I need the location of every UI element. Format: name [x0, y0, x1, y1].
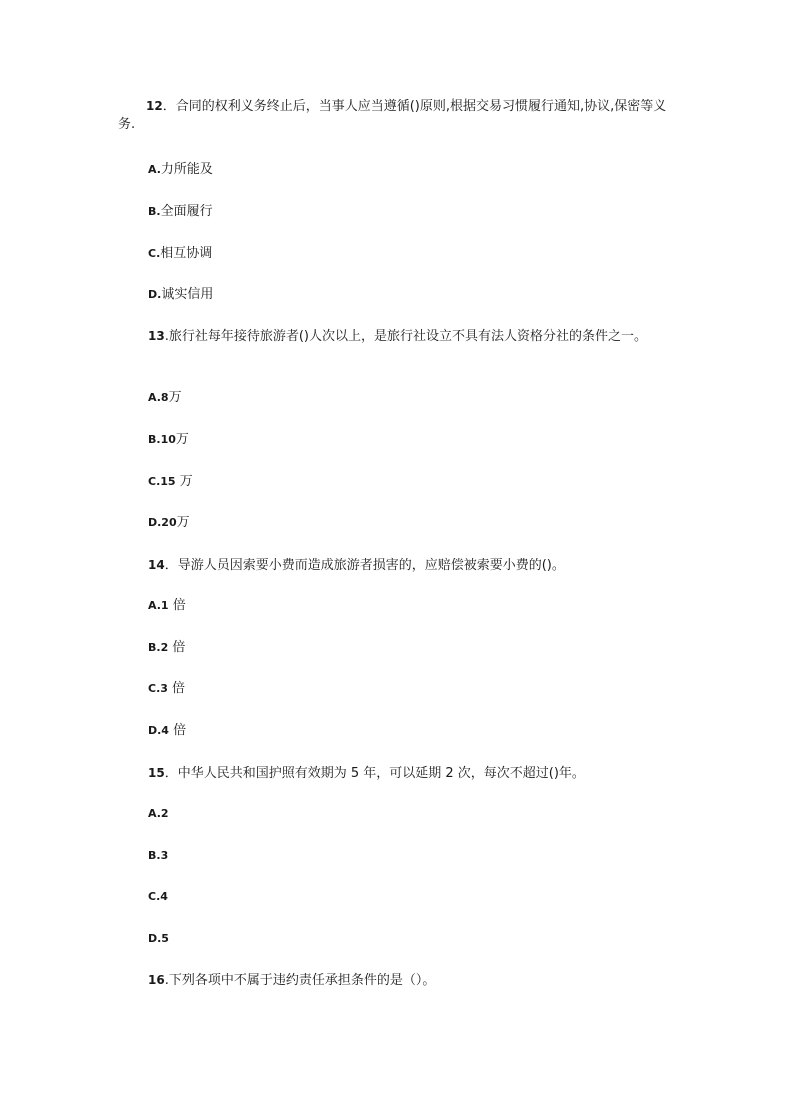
option-a: A.1 倍 [148, 598, 186, 613]
option-a: A.力所能及 [148, 162, 213, 177]
option-c: C.相互协调 [148, 246, 213, 261]
question-text: 旅行社每年接待旅游者()人次以上，是旅行社设立不具有法人资格分社的条件之一。 [168, 329, 647, 344]
question-text: 中华人民共和国护照有效期为 5 年，可以延期 2 次，每次不超过()年。 [177, 766, 585, 781]
option-d: D.5 [148, 932, 169, 945]
question-13 [148, 327, 647, 346]
option-b: B.全面履行 [148, 204, 213, 219]
question-text: 合同的权利义务终止后，当事人应当遵循()原则,根据交易习惯履行通知,协议,保密等义务. [118, 99, 667, 132]
question-16 [148, 971, 435, 990]
option-c: C.4 [148, 890, 168, 903]
question-sep: . [164, 329, 169, 344]
option-c: C.3 倍 [148, 681, 186, 696]
option-d: D.诚实信用 [148, 287, 214, 302]
question-number: 14 [148, 558, 165, 572]
question-15 [148, 764, 585, 783]
question-number: 16 [148, 973, 165, 987]
question-14 [148, 556, 565, 575]
question-number: 15 [148, 766, 165, 780]
question-number: 13 [148, 329, 165, 343]
option-b: B.3 [148, 849, 169, 862]
question-text: 下列各项中不属于违约责任承担条件的是（）。 [168, 973, 436, 988]
option-d: D.20万 [148, 515, 190, 530]
question-sep: ． [162, 99, 176, 114]
option-d: D.4 倍 [148, 723, 187, 738]
option-b: B.10万 [148, 432, 189, 447]
question-text: 导游人员因索要小费而造成旅游者损害的，应赔偿被索要小费的()。 [177, 558, 565, 573]
question-12 [118, 97, 678, 134]
option-c: C.15 万 [148, 474, 193, 489]
option-b: B.2 倍 [148, 640, 186, 655]
option-a: A.8万 [148, 390, 182, 405]
option-a: A.2 [148, 807, 169, 820]
question-sep: ． [164, 766, 178, 781]
question-number: 12 [146, 99, 163, 113]
question-sep: . [164, 973, 169, 988]
question-sep: ． [164, 558, 178, 573]
